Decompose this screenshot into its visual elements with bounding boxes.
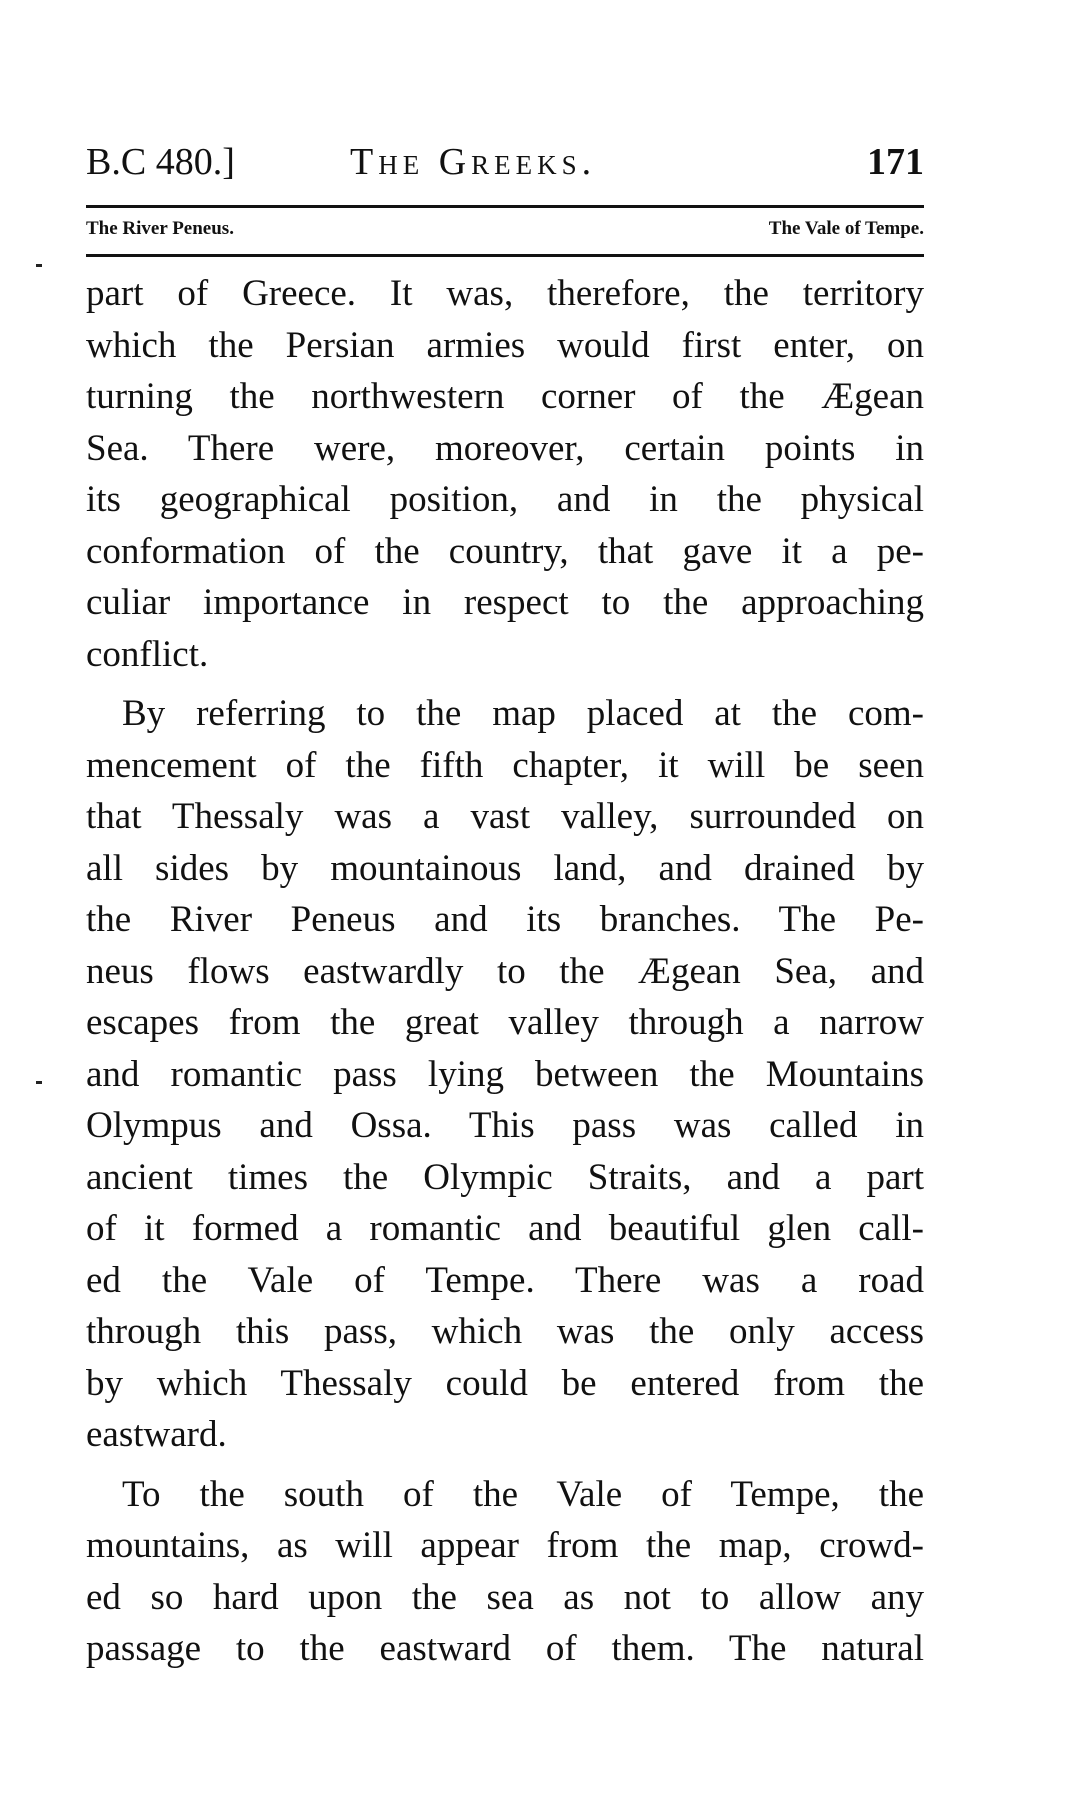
text-line: of it formed a romantic and beautiful glen call- [86,1208,924,1249]
text-line: turning the northwestern corner of the Ægean [86,376,924,417]
side-note-right: The Vale of Tempe. [768,218,924,239]
page-number: 171 [867,141,924,183]
text-line: escapes from the great valley through a narrow [86,1002,924,1043]
body-text [86,268,924,1675]
text-line: through this pass, which was the only access [86,1311,924,1352]
text-line: the River Peneus and its branches. The Pe- [86,899,924,940]
text-line: Olympus and Ossa. This pass was called in [86,1105,924,1146]
text-line: that Thessaly was a vast valley, surrounded on [86,796,924,837]
text-line: passage to the eastward of them. The natural [86,1628,924,1669]
text-line: ancient times the Olympic Straits, and a part [86,1156,924,1198]
text-line: its geographical position, and in the physical [86,479,924,520]
text-line: conflict. [86,633,209,675]
text-line: all sides by mountainous land, and drained by [86,847,924,889]
text-line: part of Greece. It was, therefore, the territory [86,273,924,314]
text-line: by which Thessaly could be entered from the [86,1362,924,1404]
running-header [86,138,924,186]
text-line: Sea. There were, moreover, certain points in [86,427,924,469]
paragraph-gap [86,680,924,688]
scan-speck [36,264,42,267]
side-note-left: The River Peneus. [86,218,234,239]
scan-speck [36,1081,42,1084]
text-line: culiar importance in respect to the approaching [86,582,924,623]
text-line: and romantic pass lying between the Mountains [86,1053,924,1095]
text-line: ed so hard upon the sea as not to allow any [86,1576,924,1618]
text-line: mountains, as will appear from the map, crowd- [86,1525,924,1566]
header-title: The Greeks. [350,141,597,183]
text-line: To the south of the Vale of Tempe, the [122,1473,924,1515]
text-line: which the Persian armies would first enter, on [86,324,924,366]
text-line: eastward. [86,1414,227,1455]
header-date: B.C 480.] [86,141,235,183]
text-line: mencement of the fifth chapter, it will be seen [86,744,924,786]
text-line: By referring to the map placed at the com- [122,693,924,734]
text-line: conformation of the country, that gave it a pe- [86,530,924,572]
header-rule-top [86,205,924,208]
side-notes [86,212,924,246]
text-line: neus flows eastwardly to the Ægean Sea, and [86,950,924,992]
header-rule-bottom [86,254,924,257]
paragraph-gap [86,1461,924,1469]
text-line: ed the Vale of Tempe. There was a road [86,1259,924,1301]
